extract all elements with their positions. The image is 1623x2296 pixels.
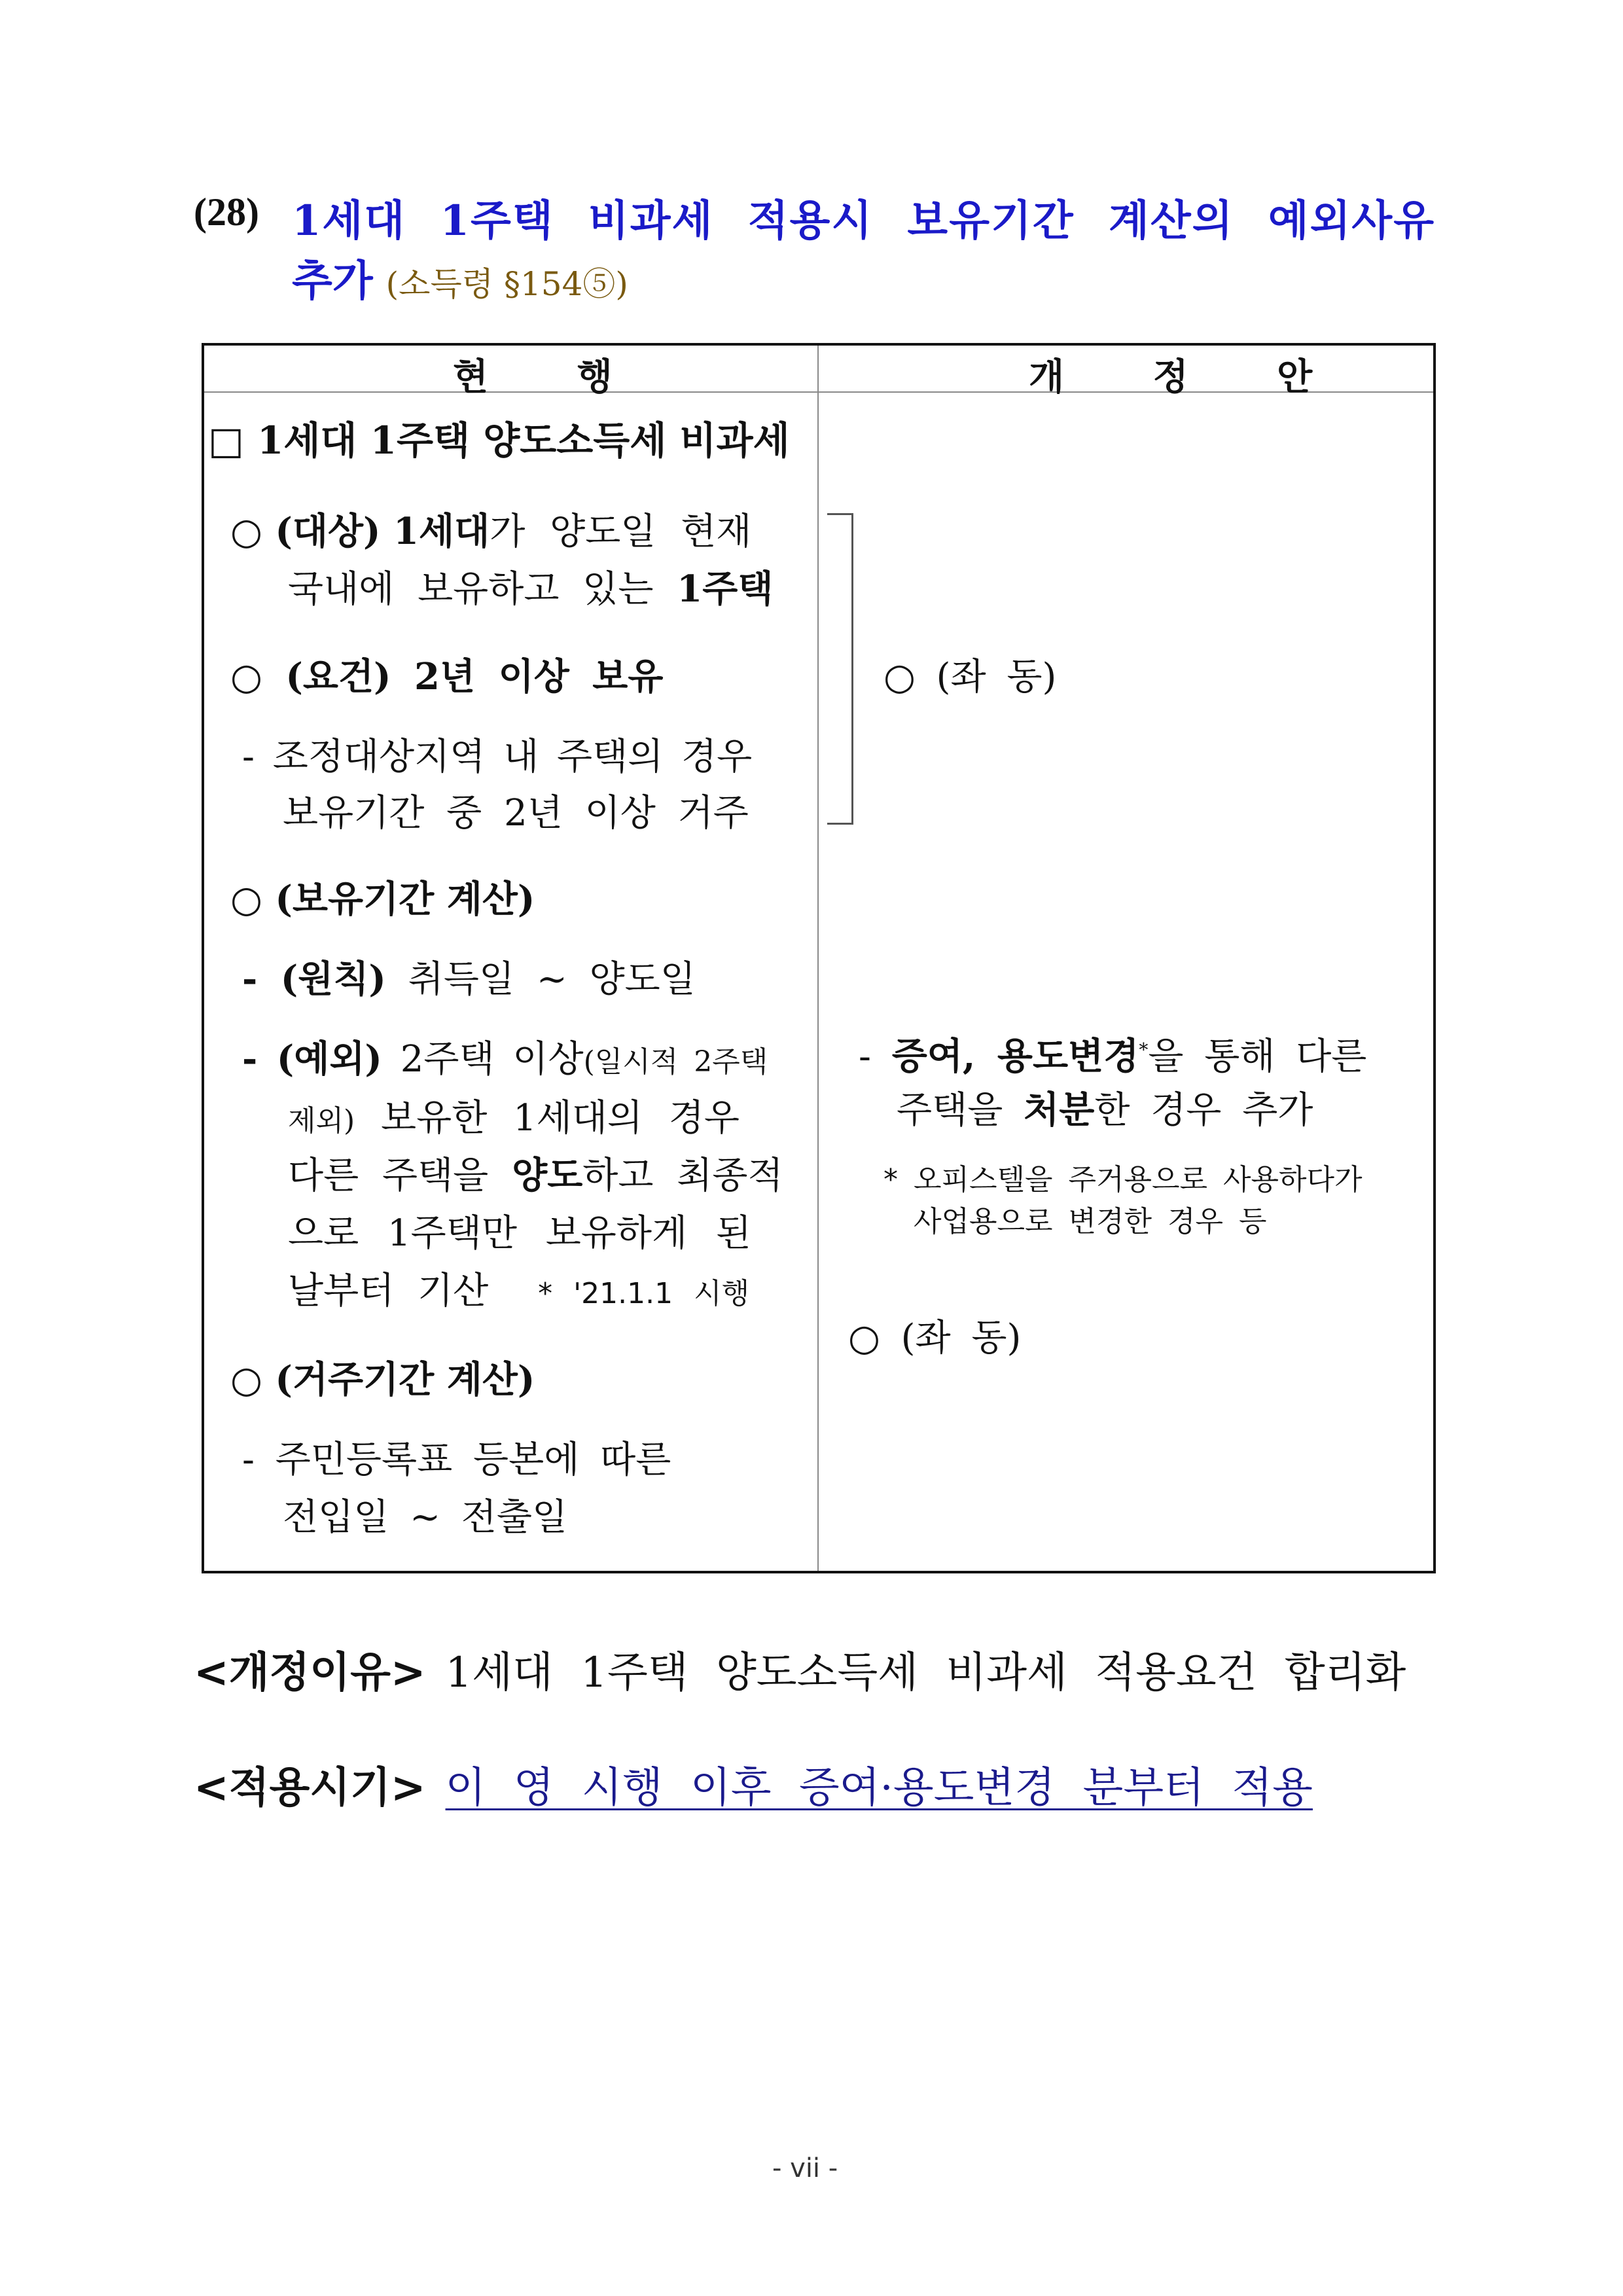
- same-as-current-2: ○ (좌 동): [848, 1317, 1022, 1359]
- reason-row: [194, 1639, 1406, 1699]
- reason-text: 1세대 1주택 양도소득세 비과세 적용요건 합리화: [445, 1649, 1406, 1697]
- apply-row: [194, 1754, 1313, 1814]
- apply-label: <적용시기>: [194, 1764, 426, 1812]
- exception-text1b: (일시적 2주택: [583, 1045, 768, 1079]
- revised-add-line1: [859, 1028, 1366, 1080]
- target-label: ○ (대상) 1세대: [230, 510, 490, 553]
- revised-add-sup: *: [1139, 1039, 1149, 1061]
- exception-bold3: 양도: [512, 1154, 583, 1197]
- exception-line3: [288, 1147, 783, 1199]
- target-line2: [288, 560, 773, 613]
- residence-calc: ○ (거주기간 계산): [230, 1358, 535, 1401]
- adjusted-line2: 보유기간 중 2년 이상 거주: [283, 792, 749, 834]
- target-text-line2: 국내에 보유하고 있는: [288, 568, 654, 611]
- revised-add-text: 을 통해 다른: [1148, 1035, 1367, 1078]
- header-current: 현 행: [453, 355, 651, 399]
- law-reference: (소득령 §154⑤): [385, 265, 628, 303]
- section-title-line2: 추가: [292, 257, 373, 306]
- exception-label: - (예외): [242, 1037, 382, 1081]
- exception-line5: [288, 1262, 749, 1314]
- page-number: - vii -: [772, 2153, 838, 2183]
- revised-footnote-line2: 사업용으로 변경한 경우 등: [914, 1205, 1267, 1238]
- exception-text5: 날부터 기산: [288, 1270, 489, 1312]
- requirement: ○ (요건) 2년 이상 보유: [230, 655, 664, 698]
- exception-text1a: 2주택 이상: [400, 1038, 584, 1081]
- revised-add-line2-bold: 처분: [1024, 1088, 1095, 1132]
- adjusted-line1: - 조정대상지역 내 주택의 경우: [242, 736, 753, 778]
- residence-line2: 전입일 ~ 전출일: [283, 1496, 568, 1539]
- revised-add-line2a: 주택을: [897, 1089, 1003, 1132]
- revised-footnote-line1: * 오피스텔을 주거용으로 사용하다가: [883, 1163, 1363, 1196]
- same-as-current-1: ○ (좌 동): [883, 656, 1057, 698]
- section-title: 1세대 1주택 비과세 적용시 보유기간 계산의 예외사유: [292, 196, 1436, 245]
- bracket: [827, 513, 853, 825]
- apply-text: 이 영 시행 이후 증여·용도변경 분부터 적용: [445, 1764, 1313, 1812]
- exception-text3b: 하고 최종적: [582, 1155, 783, 1197]
- revised-add-dash: -: [859, 1035, 871, 1078]
- revised-add-bold: 증여, 용도변경: [891, 1035, 1139, 1078]
- exception-note: * '21.1.1 시행: [538, 1277, 750, 1310]
- exception-text3a: 다른 주택을: [288, 1155, 489, 1197]
- exception-line4: 으로 1주택만 보유하게 된: [288, 1212, 751, 1255]
- section-number: (28): [194, 190, 259, 234]
- exception-text2b: 보유한 1세대의 경우: [381, 1097, 740, 1139]
- target-bold: 1주택: [677, 567, 774, 611]
- exception-text2a: 제외): [288, 1104, 355, 1138]
- section-title-continued: [292, 247, 628, 308]
- reason-label: <개정이유>: [194, 1649, 426, 1697]
- principle-text: 취득일 ~ 양도일: [408, 958, 696, 1001]
- box-item: □ 1세대 1주택 양도소득세 비과세: [208, 418, 790, 463]
- target-text-line1: 가 양도일 현재: [490, 511, 752, 553]
- principle-line: [242, 950, 696, 1003]
- principle-label: - (원칙): [242, 958, 386, 1001]
- target-line1: [230, 503, 751, 555]
- holding-calc: ○ (보유기간 계산): [230, 878, 535, 921]
- header-revised: 개 정 안: [1029, 355, 1351, 399]
- revised-add-line2: [897, 1081, 1313, 1134]
- exception-line1: [242, 1030, 768, 1083]
- revised-add-line2b: 한 경우 추가: [1094, 1089, 1313, 1132]
- residence-line1: - 주민등록표 등본에 따른: [242, 1439, 671, 1481]
- column-divider: [817, 346, 819, 1571]
- exception-line2: [288, 1089, 740, 1141]
